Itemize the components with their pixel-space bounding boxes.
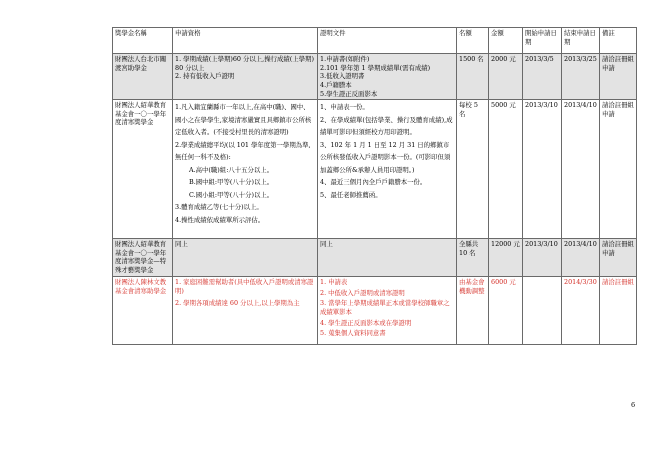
document-line: 3. 當學年上學期成績單正本或當學校師職章之成績單影本 [320, 299, 450, 317]
end-date-cell: 2013/3/25 [562, 54, 600, 100]
header-start: 開始申請日期 [523, 28, 562, 54]
scholarship-name: 財團法人台北市關渡宮助學金 [113, 54, 173, 100]
scholarship-table [112, 27, 637, 345]
qualification-line: 2.學業成績總平均(以 101 學年度第一學期為準,無任何一科不及格): [175, 140, 311, 162]
amount-cell: 2000 元 [489, 54, 523, 100]
header-note: 備註 [600, 28, 637, 54]
document-line: 5. 蒐集個人資料同意書 [320, 329, 386, 338]
scholarship-name: 財團法人紹華教育基金會一〇一學年度清寒獎學金 [113, 100, 173, 239]
end-date-cell: 2013/4/10 [562, 100, 600, 239]
document-line: 4. 學生證正反面影本或在學證明 [320, 318, 412, 327]
end-date-cell: 2013/4/10 [562, 239, 600, 277]
qualification-line: 4.操性成績依成績單所示評估。 [175, 215, 265, 224]
qualification-line: C.國小組:甲等(八十分)以上。 [189, 190, 274, 199]
document-line: 同上 [320, 240, 333, 249]
start-date-cell: 2013/3/10 [523, 100, 562, 239]
qualification-cell [173, 100, 318, 239]
amount-cell: 6000 元 [489, 277, 523, 345]
page-number: 6 [631, 401, 636, 409]
quota-cell: 1500 名 [457, 54, 489, 100]
amount-cell: 5000 元 [489, 100, 523, 239]
qualification-line: 1.凡入籍宜蘭縣市一年以上,在高中(職)、國中、國小之在學學生,家境清寒嚴實且具鄉鎮市公所核定低收入者。(不接受村里長的清寒證明) [175, 103, 312, 137]
quota-cell: 由基金會機動調整 [457, 277, 489, 345]
documents-cell [318, 277, 457, 345]
start-date-cell [523, 277, 562, 345]
document-line: 1、申請表一份。 [320, 103, 369, 112]
qualification-line: 2. 學期各項成績達 60 分以上,以上學期為主 [175, 299, 300, 308]
document-line: 4、最近三個月內全戶戶籍謄本一份。 [320, 178, 427, 187]
document-line: 5.學生證正反面影本 [320, 89, 378, 98]
document-line: 2. 中低收入戶證明或清寒證明 [320, 288, 405, 297]
qualification-cell [173, 54, 318, 100]
header-quota: 名額 [457, 28, 489, 54]
document-line: 2、在學成績單(包括學業、操行及體育成績),成績單可影印但須經校方用印證明。 [320, 115, 453, 137]
qualification-line: 1. 學期成績(上學期)60 分以上,操行成績(上學期) 80 分以上 [175, 55, 314, 72]
note-cell: 請洽註冊組申請 [600, 239, 637, 277]
note-cell: 請洽註冊組 [600, 277, 637, 345]
header-name: 獎學金名稱 [113, 28, 173, 54]
start-date-cell: 2013/3/10 [523, 239, 562, 277]
scholarship-name: 財團法人陳林文教基金會清寒助學金 [113, 277, 173, 345]
documents-cell [318, 100, 457, 239]
header-qual: 申請資格 [173, 28, 318, 54]
qualification-cell [173, 239, 318, 277]
start-date-cell: 2013/3/5 [523, 54, 562, 100]
header-end: 結束申請日期 [562, 28, 600, 54]
table-row [113, 239, 637, 277]
document-line: 2.101 學年第 1 學期成績單(需有成績) [320, 63, 431, 72]
document-line: 1. 申請表 [320, 278, 348, 287]
qualification-line: B.國中組:甲等(八十分)以上。 [189, 178, 274, 187]
table-row [113, 100, 637, 239]
table-row [113, 277, 637, 345]
qualification-line: 1. 家庭困難需幫助者(具中低收入戶證明或清寒證明) [175, 278, 314, 295]
qualification-line: 同上 [175, 240, 188, 249]
qualification-line: 3.體育成績乙等(七十分)以上。 [175, 203, 263, 212]
document-line: 3、102 年 1 月 1 日至 12 月 31 日的鄉鎮市公所核發低收入戶證明影本一份。(可影印但須加蓋鄉公所&承辦人員用印證明。) [320, 140, 451, 174]
document-line: 4.戶籍謄本 [320, 80, 352, 89]
document-line: 5、最任老師推薦函。 [320, 190, 382, 199]
note-cell: 請洽註冊組申請 [600, 100, 637, 239]
end-date-cell: 2014/3/30 [562, 277, 600, 345]
quota-cell: 每校 5 名 [457, 100, 489, 239]
documents-cell [318, 239, 457, 277]
qualification-line: A.高中(職)組:八十五分以上。 [189, 165, 274, 174]
amount-cell: 12000 元 [489, 239, 523, 277]
qualification-line: 2. 持有低收入戶證明 [175, 72, 235, 81]
document-line: 3.低收入證明書 [320, 72, 365, 81]
document-line: 1.申請書(如附件) [320, 55, 370, 63]
qualification-cell [173, 277, 318, 345]
documents-cell [318, 54, 457, 100]
table-row [113, 54, 637, 100]
header-docs: 證明文件 [318, 28, 457, 54]
scholarship-name: 財團法人紹華教育基金會一〇一學年度清寒獎學金—特殊才藝獎學金 [113, 239, 173, 277]
note-cell: 請洽註冊組申請 [600, 54, 637, 100]
header-amount: 金額 [489, 28, 523, 54]
header-row [113, 28, 637, 54]
quota-cell: 全縣共 10 名 [457, 239, 489, 277]
